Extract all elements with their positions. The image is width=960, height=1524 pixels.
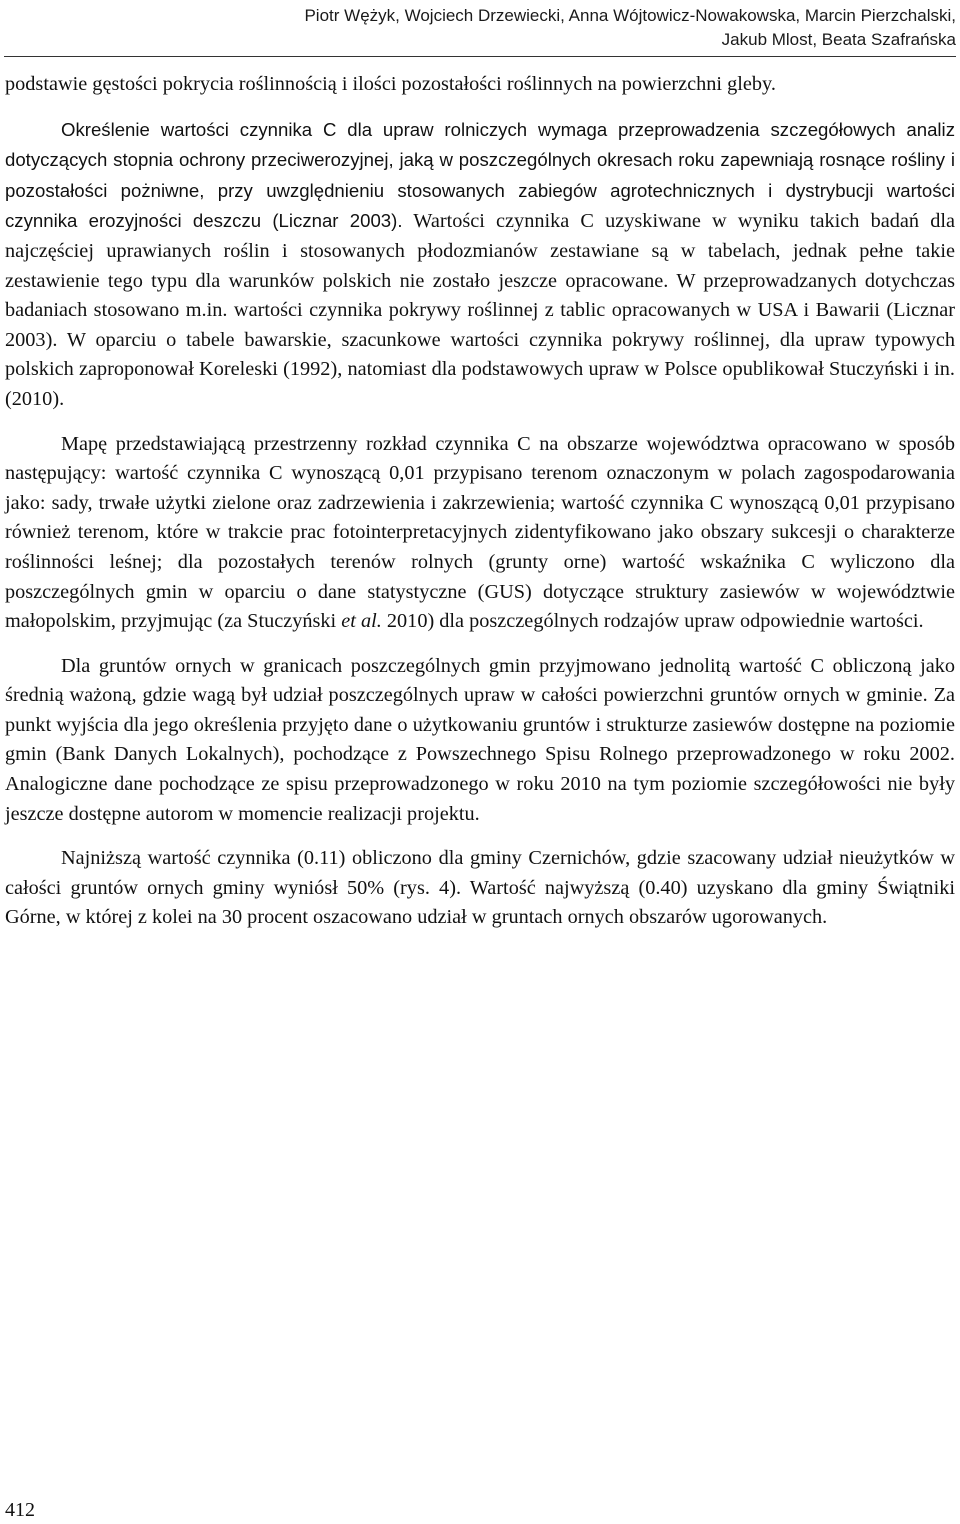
paragraph-c-factor-analysis-sans-part: Określenie wartości czynnika C dla upraw rolniczych wymaga przeprowadzenia szczegółowych analiz dotyczących stopnia ochrony przeciwerozyjnej, jaką w poszczególnych okresach roku zapewniają rosnące rośliny i pozostałości pożniwne, przy uwzględnieniu stosowanych zabiegów agrotechnicznych i dystrybucji wartości czynnika erozyjności deszczu (Licznar 2003).: [5, 118, 955, 232]
paragraph-continuation: podstawie gęstości pokrycia roślinnością i ilości pozostałości roślinnych na powierzchni gleby.: [5, 73, 776, 95]
paragraph-c-factor-analysis: [5, 115, 955, 415]
page-number: 412: [5, 1499, 35, 1521]
paragraph-map-method-part2: 2010) dla poszczególnych rodzajów upraw odpowiednie wartości.: [381, 610, 924, 633]
paragraph-map-method-part1: Mapę przedstawiającą przestrzenny rozkład czynnika C na obszarze województwa opracowano w sposób następujący: wartość czynnika C wynoszącą 0,01 przypisano terenom oznaczonym w polach zagospodarowania jako: sady, trwałe użytki zielone oraz zadrzewienia i zakrzewienia; wartość czynnika C wynoszącą 0,01 przypisano również terenom, które w trakcie prac fotointerpretacyjnych zidentyfikowano jako obszary sukcesji o charakterze roślinności leśnej; dla pozostałych terenów rolnych (grunty orne) wartość wskaźnika C wyliczono dla poszczególnych gmin w oparciu o dane statystyczne (GUS) dotyczące struktury zasiewów w województwie małopolskim, przyjmując (za Stuczyński: [5, 432, 955, 633]
header-authors-line2: Jakub Mlost, Beata Szafrańska: [721, 30, 956, 49]
header-authors-line1: Piotr Wężyk, Wojciech Drzewiecki, Anna Wójtowicz-Nowakowska, Marcin Pierzchalski,: [304, 6, 956, 25]
paragraph-map-method-etal: et al.: [341, 610, 382, 633]
body-text: [5, 70, 955, 933]
paragraph-c-factor-analysis-serif-part: Wartości czynnika C uzyskiwane w wyniku takich badań dla najczęściej uprawianych roślin i stosowanych płodozmianów zestawiane są w tabelach, jednak pełne takie zestawienie tego typu dla warunków polskich nie zostało jeszcze opracowane. W przeprowadzanych dotychczas badaniach stosowano m.in. wartości czynnika pokrywy roślinnej z tablic opracowanych w USA i Bawarii (Licznar 2003). W oparciu o tabele bawarskie, szacunkowe wartości czynnika pokrywy roślinnej, dla upraw typowych polskich zaproponował Koreleski (1992), natomiast dla podstawowych upraw w Polsce opublikował Stuczyński i in. (2010).: [5, 210, 955, 410]
paragraph-min-max-values: Najniższą wartość czynnika (0.11) obliczono dla gminy Czernichów, gdzie szacowany udział nieużytków w całości gruntów ornych gminy wyniósł 50% (rys. 4). Wartość najwyższą (0.40) uzyskano dla gminy Świątniki Górne, w której z kolei na 30 procent oszacowano udział w gruntach ornych obszarów ugorowanych.: [5, 847, 955, 929]
paragraph-arable-land: Dla gruntów ornych w granicach poszczególnych gmin przyjmowano jednolitą wartość C obliczoną jako średnią ważoną, gdzie wagą był udział poszczególnych upraw w całości powierzchni gruntów ornych w gminie. Za punkt wyjścia dla jego określenia przyjęto dane o użytkowaniu gruntów i strukturze zasiewów dostępne na poziomie gmin (Bank Danych Lokalnych), pochodzące z Powszechnego Spisu Rolnego przeprowadzonego w roku 2002. Analogiczne dane pochodzące ze spisu przeprowadzonego w roku 2010 na tym poziomie szczegółowości nie były jeszcze dostępne autorom w momencie realizacji projektu.: [5, 654, 955, 825]
header-divider: [4, 56, 956, 57]
running-header: [56, 4, 956, 52]
paragraph-map-method: [5, 430, 955, 637]
